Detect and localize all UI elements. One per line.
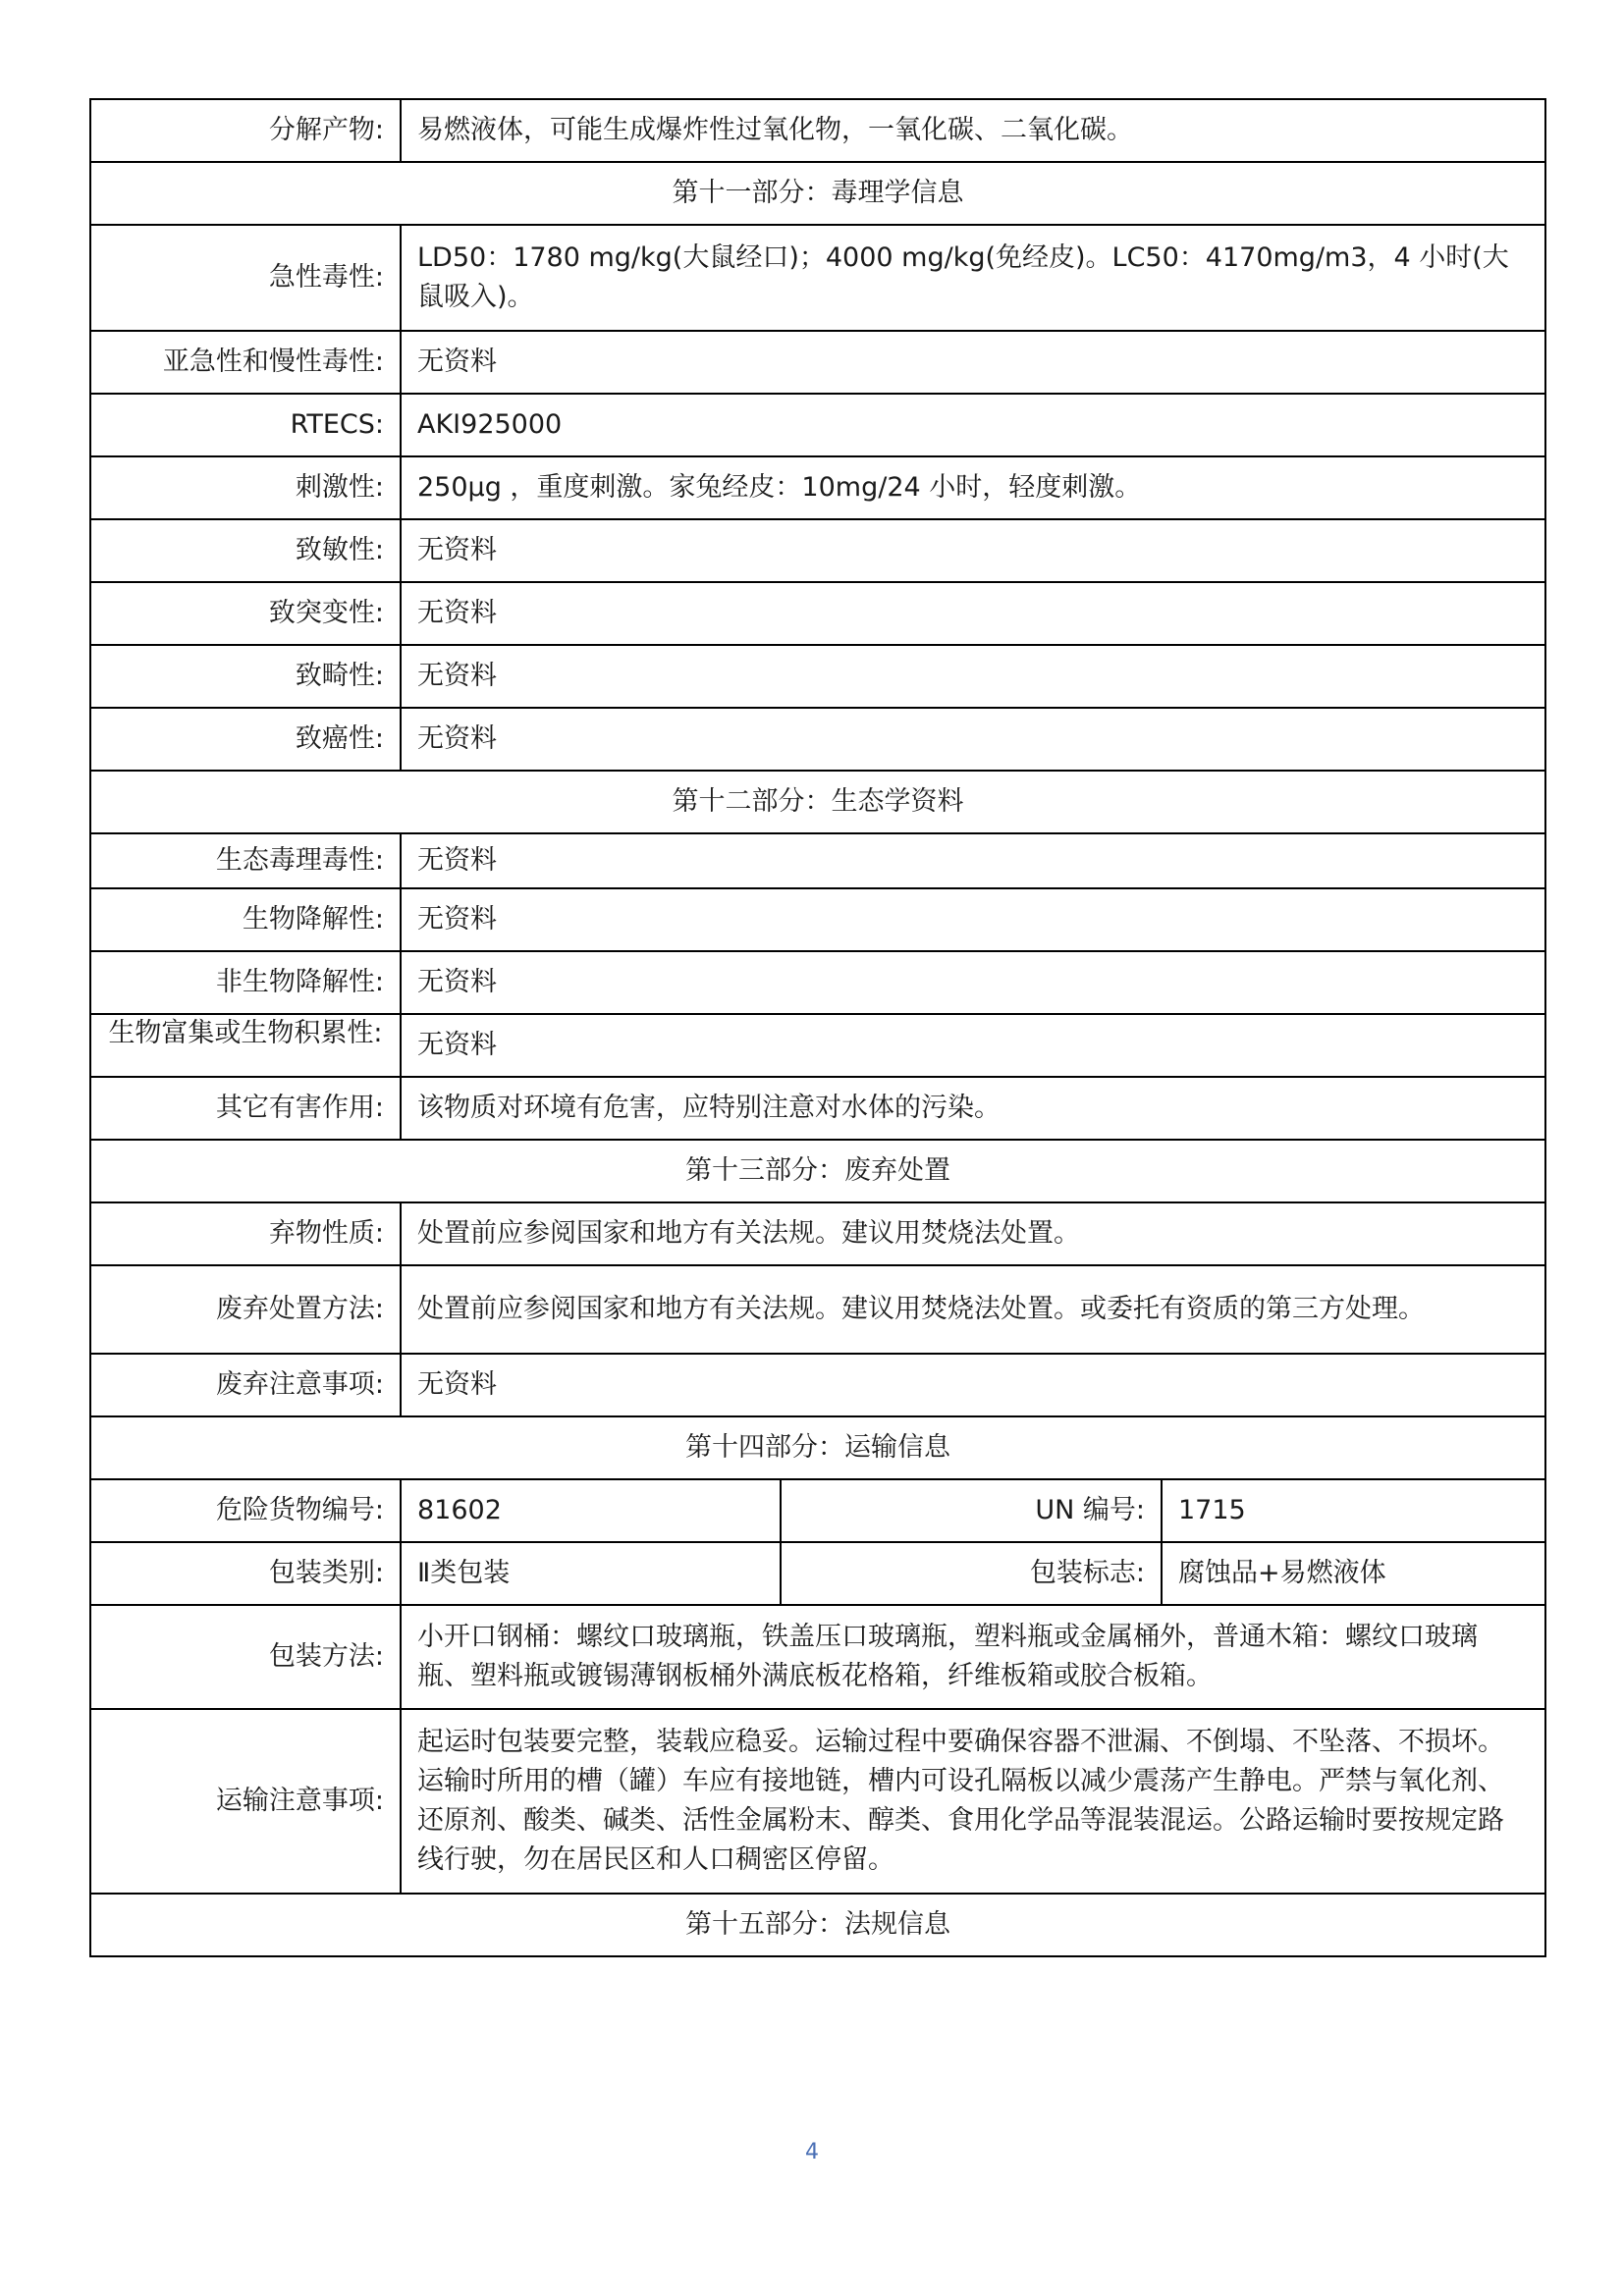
- chronic-toxicity-value: 无资料: [401, 331, 1545, 394]
- row-carcinogenicity: [90, 708, 1545, 771]
- packing-mark-value: 腐蚀品+易燃液体: [1162, 1542, 1545, 1605]
- row-section-11: [90, 162, 1545, 225]
- disposal-notes-value: 无资料: [401, 1354, 1545, 1416]
- rtecs-value: AKI925000: [401, 394, 1545, 456]
- disposal-notes-label: 废弃注意事项:: [90, 1354, 401, 1416]
- row-waste-nature: [90, 1202, 1545, 1265]
- row-other-hazards: [90, 1077, 1545, 1140]
- section-11-title: 第十一部分：毒理学信息: [90, 162, 1545, 225]
- abiotic-degradability-label: 非生物降解性:: [90, 951, 401, 1014]
- chronic-toxicity-label: 亚急性和慢性毒性:: [90, 331, 401, 394]
- acute-toxicity-value: LD50：1780 mg/kg(大鼠经口)；4000 mg/kg(免经皮)。LC50：4170mg/m3，4 小时(大鼠吸入)。: [401, 225, 1545, 331]
- ecotoxicity-value: 无资料: [401, 833, 1545, 888]
- row-section-14: [90, 1416, 1545, 1479]
- packing-method-label: 包装方法:: [90, 1605, 401, 1709]
- row-teratogenicity: [90, 645, 1545, 708]
- decomposition-label: 分解产物:: [90, 99, 401, 162]
- carcinogenicity-label: 致癌性:: [90, 708, 401, 771]
- un-number-label: UN 编号:: [781, 1479, 1162, 1542]
- row-disposal-notes: [90, 1354, 1545, 1416]
- teratogenicity-label: 致畸性:: [90, 645, 401, 708]
- biodegradability-label: 生物降解性:: [90, 888, 401, 951]
- packing-class-value: Ⅱ类包装: [401, 1542, 781, 1605]
- ecotoxicity-label: 生态毒理毒性:: [90, 833, 401, 888]
- packing-method-value: 小开口钢桶：螺纹口玻璃瓶，铁盖压口玻璃瓶，塑料瓶或金属桶外，普通木箱：螺纹口玻璃瓶、塑料瓶或镀锡薄钢板桶外满底板花格箱，纤维板箱或胶合板箱。: [401, 1605, 1545, 1709]
- row-acute-toxicity: [90, 225, 1545, 331]
- mutagenicity-value: 无资料: [401, 582, 1545, 645]
- page-number: 4: [805, 2140, 819, 2164]
- biodegradability-value: 无资料: [401, 888, 1545, 951]
- dg-number-value: 81602: [401, 1479, 781, 1542]
- irritation-value: 250μg ，重度刺激。家兔经皮：10mg/24 小时，轻度刺激。: [401, 456, 1545, 519]
- transport-notes-label: 运输注意事项:: [90, 1709, 401, 1894]
- irritation-label: 刺激性:: [90, 456, 401, 519]
- row-abiotic-degradability: [90, 951, 1545, 1014]
- row-decomposition: [90, 99, 1545, 162]
- other-hazards-label: 其它有害作用:: [90, 1077, 401, 1140]
- row-ecotoxicity: [90, 833, 1545, 888]
- un-number-value: 1715: [1162, 1479, 1545, 1542]
- abiotic-degradability-value: 无资料: [401, 951, 1545, 1014]
- waste-nature-value: 处置前应参阅国家和地方有关法规。建议用焚烧法处置。: [401, 1202, 1545, 1265]
- row-bioaccumulation: [90, 1014, 1545, 1077]
- row-dg-number: [90, 1479, 1545, 1542]
- row-biodegradability: [90, 888, 1545, 951]
- row-transport-notes: [90, 1709, 1545, 1894]
- packing-class-label: 包装类别:: [90, 1542, 401, 1605]
- section-12-title: 第十二部分：生态学资料: [90, 771, 1545, 833]
- row-section-12: [90, 771, 1545, 833]
- bioaccumulation-label: 生物富集或生物积累性:: [108, 1018, 383, 1048]
- row-chronic-toxicity: [90, 331, 1545, 394]
- section-13-title: 第十三部分：废弃处置: [90, 1140, 1545, 1202]
- row-packing-method: [90, 1605, 1545, 1709]
- transport-notes-value: 起运时包装要完整，装载应稳妥。运输过程中要确保容器不泄漏、不倒塌、不坠落、不损坏。运输时所用的槽（罐）车应有接地链，槽内可设孔隔板以减少震荡产生静电。严禁与氧化剂、还原剂、酸类、碱类、活性金属粉末、醇类、食用化学品等混装混运。公路运输时要按规定路线行驶，勿在居民区和人口稠密区停留。: [401, 1709, 1545, 1894]
- row-sensitization: [90, 519, 1545, 582]
- sensitization-value: 无资料: [401, 519, 1545, 582]
- decomposition-value: 易燃液体，可能生成爆炸性过氧化物，一氧化碳、二氧化碳。: [401, 99, 1545, 162]
- acute-toxicity-label: 急性毒性:: [90, 225, 401, 331]
- row-mutagenicity: [90, 582, 1545, 645]
- sensitization-label: 致敏性:: [90, 519, 401, 582]
- mutagenicity-label: 致突变性:: [90, 582, 401, 645]
- row-packing-class: [90, 1542, 1545, 1605]
- row-section-13: [90, 1140, 1545, 1202]
- row-irritation: [90, 456, 1545, 519]
- packing-mark-label: 包装标志:: [781, 1542, 1162, 1605]
- carcinogenicity-value: 无资料: [401, 708, 1545, 771]
- disposal-method-value: 处置前应参阅国家和地方有关法规。建议用焚烧法处置。或委托有资质的第三方处理。: [401, 1265, 1545, 1354]
- row-disposal-method: [90, 1265, 1545, 1354]
- waste-nature-label: 弃物性质:: [90, 1202, 401, 1265]
- msds-table: [89, 98, 1546, 1957]
- section-15-title: 第十五部分：法规信息: [90, 1894, 1545, 1956]
- section-14-title: 第十四部分：运输信息: [90, 1416, 1545, 1479]
- bioaccumulation-value: 无资料: [401, 1014, 1545, 1077]
- row-section-15: [90, 1894, 1545, 1956]
- other-hazards-value: 该物质对环境有危害，应特别注意对水体的污染。: [401, 1077, 1545, 1140]
- disposal-method-label: 废弃处置方法:: [90, 1265, 401, 1354]
- row-rtecs: [90, 394, 1545, 456]
- dg-number-label: 危险货物编号:: [90, 1479, 401, 1542]
- rtecs-label: RTECS:: [90, 394, 401, 456]
- teratogenicity-value: 无资料: [401, 645, 1545, 708]
